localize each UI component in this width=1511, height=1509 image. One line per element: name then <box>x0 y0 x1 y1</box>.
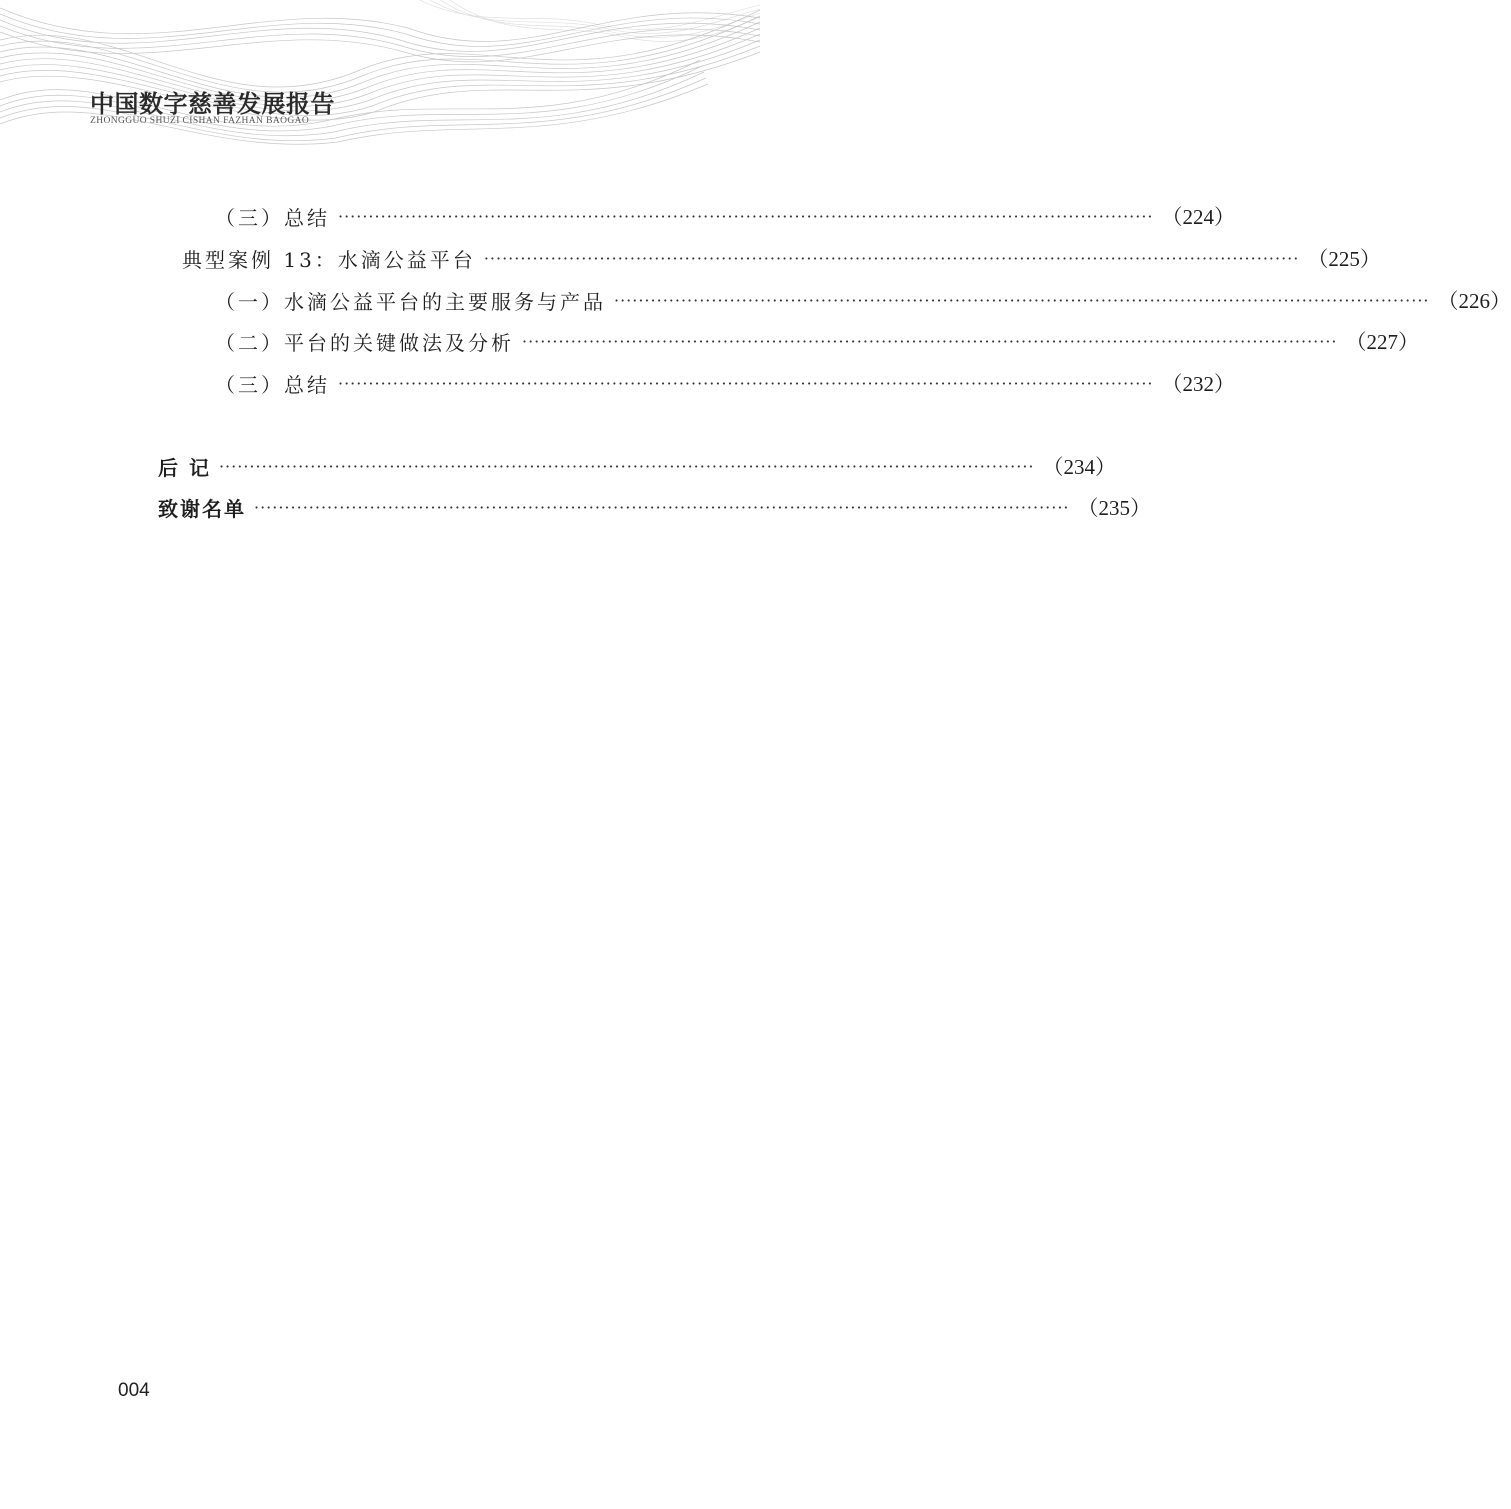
toc-leader-dots: ······································································································································ <box>254 498 1070 517</box>
book-title: 中国数字慈善发展报告 <box>90 90 335 118</box>
toc-entry[interactable] <box>215 196 1236 230</box>
toc-leader-dots: ······································································································································ <box>338 374 1154 393</box>
toc-entry-label: （一）水滴公益平台的主要服务与产品 <box>215 290 606 314</box>
toc-entry-label: 后 记 <box>158 456 211 480</box>
toc-entry-page: （235） <box>1077 496 1152 520</box>
book-title-pinyin: ZHONGGUO SHUZI CISHAN FAZHAN BAOGAO <box>90 116 310 126</box>
toc-entry-page: （234） <box>1042 455 1116 479</box>
toc-entry-label: （三）总结 <box>215 373 330 397</box>
toc-entry-page: （224） <box>1161 205 1236 229</box>
toc-entry-page: （232） <box>1161 372 1236 396</box>
toc-leader-dots: ······································································································································ <box>614 291 1430 310</box>
decorative-wave-graphic <box>0 0 760 150</box>
toc-entry-label: 致谢名单 <box>158 497 246 521</box>
toc-entry-label: （二）平台的关键做法及分析 <box>215 331 514 355</box>
toc-entry[interactable] <box>215 321 1420 355</box>
toc-leader-dots: ······································································································································ <box>522 332 1338 351</box>
toc-entry[interactable] <box>182 238 1381 272</box>
toc-entry[interactable] <box>215 280 1511 314</box>
page-number: 004 <box>118 1380 150 1401</box>
toc-entry[interactable] <box>215 363 1236 397</box>
toc-entry-page: （227） <box>1345 330 1420 354</box>
toc-entry-acknowledgements[interactable] <box>158 487 1152 521</box>
toc-entry-page: （225） <box>1307 247 1381 271</box>
toc-entry-label: （三）总结 <box>215 206 330 230</box>
toc-leader-dots: ······································································································································ <box>483 249 1300 268</box>
toc-entry-page: （226） <box>1437 289 1511 313</box>
toc-leader-dots: ······································································································································ <box>338 207 1154 226</box>
toc-entry-label: 典型案例 13：水滴公益平台 <box>182 248 476 272</box>
toc-entry-afterword[interactable] <box>158 446 1116 480</box>
toc-leader-dots: ······································································································································ <box>218 457 1035 476</box>
